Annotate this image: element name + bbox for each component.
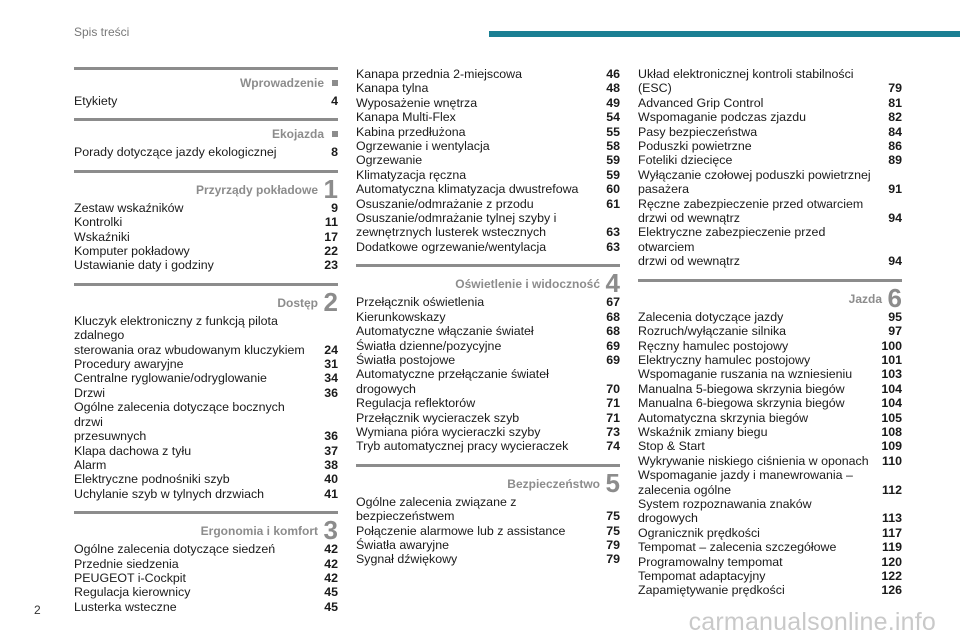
toc-entry-title: Wspomaganie ruszania na wzniesieniu (638, 367, 853, 382)
toc-entry-page: 97 (888, 324, 902, 339)
toc-entry-page: 22 (324, 244, 338, 259)
toc-entry[interactable] (638, 225, 902, 268)
toc-entry[interactable] (356, 240, 620, 254)
toc-entry-page: 68 (606, 324, 620, 339)
toc-section (74, 67, 338, 108)
toc-entry[interactable] (74, 201, 338, 215)
section-title: Oświetlenie i widoczność (455, 277, 600, 292)
section-title: Przyrządy pokładowe (195, 182, 318, 197)
chapter-number: 6 (887, 282, 902, 313)
toc-entry-page: 68 (606, 309, 620, 324)
toc-entry-title: Ogólne zalecenia dotyczące siedzeń (74, 542, 276, 557)
toc-entry-page: 89 (888, 153, 902, 168)
toc-entry-page: 31 (324, 357, 338, 372)
chapter-number: 1 (323, 173, 338, 204)
toc-entry-title: Światła postojowe (356, 352, 456, 367)
toc-entry-page: 70 (606, 381, 620, 396)
toc-entry-title: Drzwi (74, 385, 105, 400)
toc-entry-page: 8 (331, 145, 338, 160)
toc-entry-title: Przednie siedzenia (74, 556, 179, 571)
toc-entry-page: 75 (606, 523, 620, 538)
toc-entry-title: Procedury awaryjne (74, 357, 184, 372)
toc-entry-page: 71 (606, 396, 620, 411)
toc-entry-page: 61 (606, 196, 620, 211)
toc-entry-title: Kabina przedłużona (356, 124, 466, 139)
toc-entry-title: Kierunkowskazy (356, 309, 446, 324)
toc-entry[interactable] (74, 444, 338, 458)
toc-section (74, 170, 338, 273)
toc-section (638, 67, 902, 269)
toc-entry-page: 40 (324, 472, 338, 487)
toc-entry[interactable] (356, 538, 620, 552)
toc-entry-page: 42 (324, 542, 338, 557)
toc-entry[interactable] (356, 367, 620, 396)
toc-entry-page: 104 (881, 396, 902, 411)
toc-entry-title: Zestaw wskaźników (74, 200, 184, 215)
toc-entry[interactable] (638, 468, 902, 497)
toc-entry-title: Ogrzewanie i wentylacja (356, 139, 490, 154)
toc-entry[interactable] (638, 540, 902, 554)
toc-entry[interactable] (638, 555, 902, 569)
toc-entry[interactable] (638, 168, 902, 197)
toc-entry-title: Sygnał dźwiękowy (356, 552, 458, 567)
toc-entry[interactable] (74, 215, 338, 229)
toc-entry-page: 24 (324, 342, 338, 357)
watermark: carmanualsonline.info (688, 608, 936, 636)
toc-entry-title: Wyłączanie czołowej poduszki powietrznej pasażera (638, 167, 871, 197)
square-bullet-icon (332, 131, 338, 137)
toc-section (74, 283, 338, 501)
toc-entry-title: Porady dotyczące jazdy ekologicznej (74, 145, 277, 160)
toc-entry-page: 126 (881, 583, 902, 598)
toc-entry-title: Manualna 6-biegowa skrzynia biegów (638, 396, 845, 411)
toc-entry[interactable] (638, 382, 902, 396)
toc-entry-page: 58 (606, 139, 620, 154)
toc-entry[interactable] (356, 153, 620, 167)
section-title: Bezpieczeństwo (507, 476, 600, 491)
toc-entry-title: Automatyczne przełączanie świateł drogowych (356, 367, 549, 396)
toc-entry[interactable] (356, 125, 620, 139)
section-heading (74, 170, 338, 204)
section-heading (356, 464, 620, 498)
toc-entry-title: Przełącznik wycieraczek szyb (356, 410, 520, 425)
toc-entry-title: Zapamiętywanie prędkości (638, 583, 785, 598)
chapter-number: 3 (323, 515, 338, 546)
section-heading (638, 279, 902, 313)
toc-entry-title: Automatyczna skrzynia biegów (638, 410, 809, 425)
toc-entry-title: Światła awaryjne (356, 537, 449, 552)
toc-entry-title: Tempomat adaptacyjny (638, 569, 766, 583)
toc-entry[interactable] (356, 197, 620, 211)
toc-entry-title: System rozpoznawania znaków drogowych (638, 496, 812, 526)
toc-entry-page: 82 (888, 110, 902, 125)
toc-entry-page: 105 (881, 410, 902, 425)
toc-entry-title: Zalecenia dotyczące jazdy (638, 309, 784, 324)
toc-entry-title: Lusterka wsteczne (74, 599, 177, 614)
toc-entry-page: 74 (606, 439, 620, 454)
toc-entry-page: 119 (882, 540, 902, 555)
chapter-number: 5 (605, 467, 620, 498)
toc-entry[interactable] (638, 197, 902, 226)
toc-entry-title: Automatyczne włączanie świateł (356, 324, 534, 339)
toc-entry-page: 63 (606, 225, 620, 240)
section-heading (74, 67, 338, 92)
toc-entry-title: Wspomaganie jazdy i manewrowania – zalecenia ogólne (638, 468, 853, 497)
toc-entry-page: 67 (606, 295, 620, 310)
toc-entry-title: Automatyczna klimatyzacja dwustrefowa (356, 182, 579, 197)
toc-entry-page: 95 (888, 309, 902, 324)
section-title: Dostęp (277, 295, 318, 310)
toc-entry[interactable] (356, 96, 620, 110)
toc-entry[interactable] (74, 542, 338, 556)
toc-entry[interactable] (74, 600, 338, 614)
toc-entry-page: 60 (606, 182, 620, 197)
toc-column-2 (356, 67, 620, 577)
toc-entry-title: Regulacja reflektorów (356, 396, 476, 411)
toc-entry[interactable] (74, 258, 338, 272)
toc-entry[interactable] (638, 583, 902, 597)
toc-entry-title: Ustawianie daty i godziny (74, 258, 214, 273)
toc-entry[interactable] (74, 94, 338, 108)
toc-entry-title: Etykiety (74, 94, 118, 108)
toc-entry[interactable] (638, 454, 902, 468)
toc-entry-page: 117 (882, 525, 902, 540)
section-title: Wprowadzenie (239, 76, 324, 90)
toc-entry-page: 38 (324, 457, 338, 472)
toc-entry-title: Klapa dachowa z tyłu (74, 443, 192, 458)
toc-entry-title: Wskaźnik zmiany biegu (638, 424, 768, 439)
toc-entry[interactable] (638, 367, 902, 381)
section-heading (356, 264, 620, 299)
toc-entry-title: Osuszanie/odmrażanie tylnej szyby i zewnętrznych lusterek wstecznych (356, 211, 557, 240)
toc-entry-title: Rozruch/wyłączanie silnika (638, 324, 787, 339)
section-title: Jazda (848, 291, 882, 306)
toc-entry-title: Wykrywanie niskiego ciśnienia w oponach (638, 453, 869, 468)
toc-entry-title: Advanced Grip Control (638, 95, 764, 110)
toc-entry-title: Komputer pokładowy (74, 244, 190, 259)
toc-entry-title: Dodatkowe ogrzewanie/wentylacja (356, 239, 547, 254)
toc-entry[interactable] (74, 487, 338, 501)
toc-entry-page: 91 (888, 182, 902, 197)
toc-entry-page: 34 (324, 371, 338, 386)
toc-entry[interactable] (638, 411, 902, 425)
toc-entry[interactable] (638, 139, 902, 153)
toc-entry[interactable] (356, 411, 620, 425)
toc-entry-title: Ogrzewanie (356, 153, 423, 168)
toc-entry-page: 36 (324, 385, 338, 400)
toc-entry-page: 9 (331, 200, 338, 215)
toc-entry[interactable] (356, 67, 620, 81)
toc-entry-title: Ogólne zalecenia dotyczące bocznych drzwi przesuwnych (74, 400, 285, 444)
toc-entry-page: 69 (606, 352, 620, 367)
toc-entry[interactable] (356, 524, 620, 538)
toc-entry-title: Manualna 5-biegowa skrzynia biegów (638, 381, 845, 396)
toc-entry-title: Tempomat – zalecenia szczegółowe (638, 540, 837, 555)
toc-entry-page: 55 (606, 124, 620, 139)
section-heading (74, 283, 338, 317)
section-title: Ergonomia i komfort (200, 524, 318, 539)
toc-entry-page: 79 (606, 537, 620, 552)
section-heading (74, 511, 338, 546)
toc-entry[interactable] (356, 295, 620, 309)
toc-entry-page: 75 (606, 509, 620, 524)
toc-entry-title: Centralne ryglowanie/odryglowanie (74, 371, 267, 386)
toc-entry[interactable] (74, 357, 338, 371)
toc-entry-title: Uchylanie szyb w tylnych drzwiach (74, 486, 265, 501)
toc-entry-page: 103 (881, 367, 902, 382)
toc-entry[interactable] (638, 526, 902, 540)
toc-entry[interactable] (74, 244, 338, 258)
toc-entry[interactable] (638, 497, 902, 526)
toc-column-1 (74, 67, 338, 624)
toc-entry-page: 81 (888, 95, 902, 110)
toc-entry-page: 113 (882, 511, 902, 526)
toc-entry[interactable] (74, 371, 338, 385)
toc-entry-title: Alarm (74, 457, 107, 472)
section-heading (74, 118, 338, 143)
toc-entry[interactable] (74, 458, 338, 472)
toc-entry[interactable] (638, 569, 902, 583)
toc-entry-page: 94 (888, 211, 902, 226)
toc-entry-page: 108 (881, 424, 902, 439)
toc-entry-title: Kontrolki (74, 215, 123, 230)
toc-entry-page: 122 (881, 569, 902, 583)
toc-entry[interactable] (356, 110, 620, 124)
toc-entry[interactable] (638, 324, 902, 338)
chapter-number: 4 (605, 268, 620, 299)
toc-section (74, 118, 338, 159)
toc-entry-title: Światła dzienne/pozycyjne (356, 338, 502, 353)
toc-entry-page: 101 (881, 352, 902, 367)
toc-entry-title: Pasy bezpieczeństwa (638, 124, 758, 139)
toc-entry-page: 86 (888, 139, 902, 154)
toc-entry-title: Osuszanie/odmrażanie z przodu (356, 196, 534, 211)
toc-entry[interactable] (638, 425, 902, 439)
chapter-number: 2 (323, 286, 338, 317)
square-bullet-icon (332, 80, 338, 86)
toc-entry[interactable] (638, 353, 902, 367)
toc-entry[interactable] (356, 168, 620, 182)
toc-section (356, 67, 620, 254)
toc-entry[interactable] (356, 396, 620, 410)
toc-entry-title: Wyposażenie wnętrza (356, 95, 478, 110)
toc-entry[interactable] (356, 439, 620, 453)
toc-entry-page: 41 (324, 486, 338, 501)
toc-entry[interactable] (638, 67, 902, 96)
toc-entry[interactable] (74, 145, 338, 159)
toc-section (74, 511, 338, 614)
toc-entry-page: 59 (606, 153, 620, 168)
toc-entry-title: Elektryczne podnośniki szyb (74, 472, 230, 487)
toc-entry-page: 79 (606, 552, 620, 567)
toc-entry-title: Elektryczny hamulec postojowy (638, 352, 811, 367)
toc-entry[interactable] (356, 139, 620, 153)
toc-entry-page: 48 (606, 81, 620, 96)
toc-entry[interactable] (356, 353, 620, 367)
toc-entry[interactable] (74, 557, 338, 571)
toc-entry-page: 17 (324, 229, 338, 244)
toc-entry-title: Ogranicznik prędkości (638, 525, 760, 540)
toc-entry[interactable] (638, 153, 902, 167)
toc-entry-page: 109 (881, 439, 902, 454)
toc-entry[interactable] (356, 182, 620, 196)
toc-entry-title: PEUGEOT i-Cockpit (74, 570, 186, 585)
toc-entry[interactable] (356, 211, 620, 240)
toc-entry-title: Kanapa tylna (356, 81, 429, 96)
toc-entry-title: Wskaźniki (74, 229, 130, 244)
toc-entry[interactable] (356, 552, 620, 566)
toc-entry-title: Połączenie alarmowe lub z assistance (356, 523, 566, 538)
toc-entry[interactable] (356, 310, 620, 324)
toc-entry-page: 42 (324, 570, 338, 585)
toc-entry[interactable] (638, 339, 902, 353)
toc-entry-page: 110 (882, 453, 902, 468)
toc-entry-page: 23 (324, 258, 338, 273)
toc-entry-title: Poduszki powietrzne (638, 139, 752, 154)
toc-entry[interactable] (356, 425, 620, 439)
toc-entry[interactable] (638, 96, 902, 110)
toc-entry-page: 79 (888, 81, 902, 96)
toc-entry-page: 4 (331, 94, 338, 108)
toc-entry-page: 94 (888, 254, 902, 269)
toc-entry-title: Przełącznik oświetlenia (356, 295, 485, 310)
toc-entry-page: 59 (606, 167, 620, 182)
toc-entry-title: Tryb automatycznej pracy wycieraczek (356, 439, 569, 454)
section-title: Ekojazda (271, 127, 324, 142)
toc-entry-page: 69 (606, 338, 620, 353)
toc-entry[interactable] (74, 386, 338, 400)
toc-entry-title: Ręczny hamulec postojowy (638, 338, 789, 353)
toc-entry-page: 63 (606, 239, 620, 254)
toc-entry-page: 36 (324, 429, 338, 444)
toc-entry-title: Elektryczne zabezpieczenie przed otwarciem drzwi od wewnątrz (638, 225, 826, 269)
toc-column-3 (638, 67, 902, 608)
toc-entry[interactable] (638, 110, 902, 124)
running-header-title: Spis treści (74, 25, 130, 39)
toc-entry-title: Kanapa Multi-Flex (356, 110, 456, 125)
toc-section (356, 464, 620, 567)
toc-entry[interactable] (74, 472, 338, 486)
toc-entry[interactable] (638, 125, 902, 139)
toc-entry-page: 45 (324, 585, 338, 600)
toc-entry-page: 11 (324, 215, 338, 230)
toc-entry-page: 37 (324, 443, 338, 458)
toc-entry-page: 120 (881, 554, 902, 569)
toc-entry-page: 100 (881, 338, 902, 353)
toc-entry-page: 73 (606, 424, 620, 439)
toc-entry-title: Ogólne zalecenia związane z bezpieczeństwem (356, 494, 517, 524)
toc-entry-page: 104 (881, 381, 902, 396)
toc-entry-page: 54 (606, 110, 620, 125)
toc-entry[interactable] (356, 81, 620, 95)
toc-entry-title: Klimatyzacja ręczna (356, 167, 467, 182)
toc-entry[interactable] (74, 400, 338, 443)
toc-section (356, 264, 620, 453)
toc-entry[interactable] (74, 314, 338, 357)
toc-entry[interactable] (638, 310, 902, 324)
toc-entry-page: 46 (606, 67, 620, 81)
toc-entry[interactable] (74, 585, 338, 599)
toc-entry[interactable] (356, 495, 620, 524)
toc-entry[interactable] (74, 571, 338, 585)
toc-section (638, 279, 902, 598)
toc-entry-title: Foteliki dziecięce (638, 153, 733, 168)
toc-entry-title: Wspomaganie podczas zjazdu (638, 110, 807, 125)
toc-entry-title: Regulacja kierownicy (74, 585, 191, 600)
toc-entry-title: Stop & Start (638, 439, 705, 454)
toc-entry[interactable] (356, 339, 620, 353)
toc-entry[interactable] (356, 324, 620, 338)
header-accent-bar (489, 31, 960, 37)
toc-entry-title: Kluczyk elektroniczny z funkcją pilota zdalnego sterowania oraz wbudowanym kluczykiem (74, 313, 305, 357)
page-number: 2 (34, 603, 41, 617)
toc-entry[interactable] (74, 230, 338, 244)
toc-entry-title: Kanapa przednia 2-miejscowa (356, 67, 522, 81)
toc-entry-page: 49 (606, 95, 620, 110)
toc-entry-page: 42 (324, 556, 338, 571)
toc-entry[interactable] (638, 439, 902, 453)
toc-entry-page: 112 (882, 482, 902, 497)
toc-entry-page: 84 (888, 124, 902, 139)
toc-entry-title: Wymiana pióra wycieraczki szyby (356, 424, 541, 439)
toc-entry-title: Układ elektronicznej kontroli stabilności (ESC) (638, 67, 854, 96)
toc-entry-title: Programowalny tempomat (638, 554, 783, 569)
toc-entry-title: Ręczne zabezpieczenie przed otwarciem drzwi od wewnątrz (638, 196, 864, 226)
toc-entry-page: 71 (606, 410, 620, 425)
toc-entry-page: 45 (324, 599, 338, 614)
toc-entry[interactable] (638, 396, 902, 410)
